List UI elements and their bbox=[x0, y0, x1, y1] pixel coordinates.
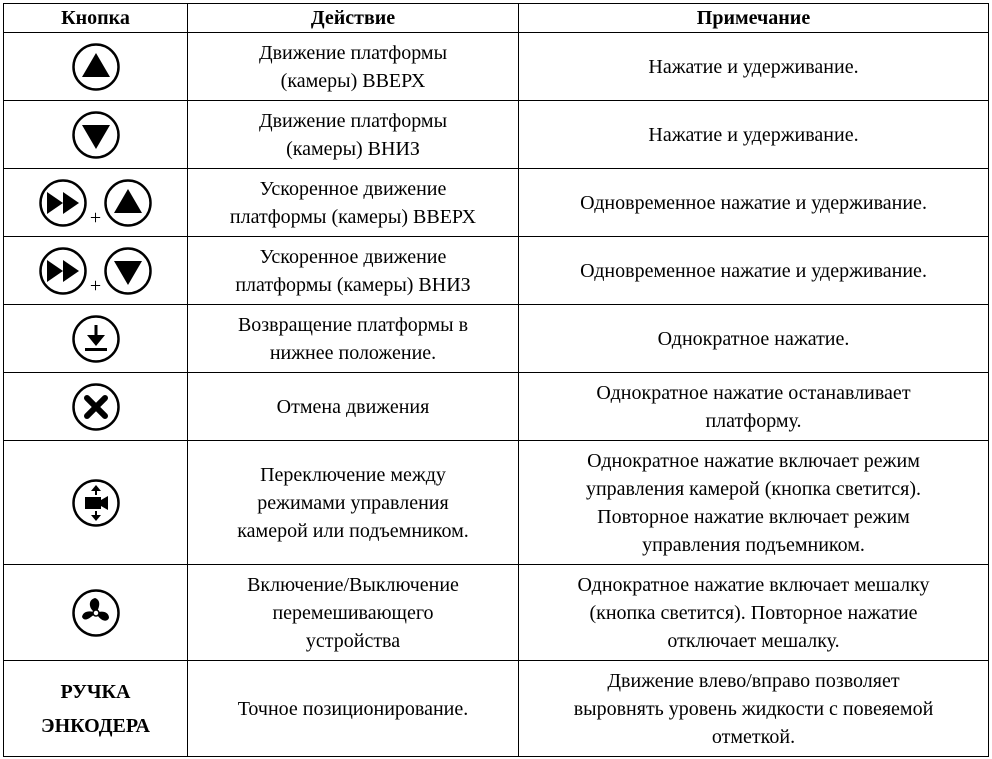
table-row bbox=[4, 33, 989, 101]
action-cell: Ускоренное движение платформы (камеры) ВВЕРХ bbox=[188, 169, 519, 237]
plus-sign: + bbox=[89, 206, 102, 229]
note-cell: Однократное нажатие. bbox=[519, 305, 989, 373]
plus-sign: + bbox=[89, 274, 102, 297]
note-cell: Движение влево/вправо позволяет выровнять уровень жидкости с повеяемой отметкой. bbox=[519, 661, 989, 757]
up-arrow-icon bbox=[71, 42, 121, 92]
note-cell: Одновременное нажатие и удерживание. bbox=[519, 169, 989, 237]
header-row bbox=[4, 4, 989, 33]
table-row bbox=[4, 661, 989, 757]
action-cell: Переключение между режимами управления камерой или подъемником. bbox=[188, 441, 519, 565]
controls-table bbox=[3, 3, 989, 757]
action-cell: Ускоренное движение платформы (камеры) ВНИЗ bbox=[188, 237, 519, 305]
button-cell bbox=[4, 101, 188, 169]
table-row bbox=[4, 441, 989, 565]
down-arrow-icon bbox=[103, 246, 153, 296]
note-cell: Однократное нажатие останавливает платформу. bbox=[519, 373, 989, 441]
button-cell bbox=[4, 33, 188, 101]
note-cell: Нажатие и удерживание. bbox=[519, 33, 989, 101]
button-cell bbox=[4, 373, 188, 441]
fast-forward-icon bbox=[38, 178, 88, 228]
action-cell: Движение платформы (камеры) ВНИЗ bbox=[188, 101, 519, 169]
up-arrow-icon bbox=[103, 178, 153, 228]
cancel-x-icon bbox=[71, 382, 121, 432]
table-row bbox=[4, 565, 989, 661]
down-arrow-icon bbox=[71, 110, 121, 160]
fan-stirrer-icon bbox=[71, 588, 121, 638]
note-cell: Однократное нажатие включает мешалку (кнопка светится). Повторное нажатие отключает мешалку. bbox=[519, 565, 989, 661]
action-cell: Возвращение платформы в нижнее положение. bbox=[188, 305, 519, 373]
action-cell: Движение платформы (камеры) ВВЕРХ bbox=[188, 33, 519, 101]
button-cell bbox=[4, 237, 188, 305]
note-cell: Одновременное нажатие и удерживание. bbox=[519, 237, 989, 305]
table-row bbox=[4, 305, 989, 373]
action-cell: Отмена движения bbox=[188, 373, 519, 441]
fast-forward-icon bbox=[38, 246, 88, 296]
action-cell: Точное позиционирование. bbox=[188, 661, 519, 757]
table-row bbox=[4, 373, 989, 441]
button-cell bbox=[4, 565, 188, 661]
table-row bbox=[4, 237, 989, 305]
button-cell bbox=[4, 169, 188, 237]
header-action: Действие bbox=[188, 4, 519, 33]
camera-switch-icon bbox=[71, 478, 121, 528]
home-bottom-icon bbox=[71, 314, 121, 364]
note-cell: Однократное нажатие включает режим управления камерой (кнопка светится). Повторное нажатие включает режим управления подъемником. bbox=[519, 441, 989, 565]
button-cell bbox=[4, 661, 188, 757]
button-cell bbox=[4, 305, 188, 373]
header-note: Примечание bbox=[519, 4, 989, 33]
note-cell: Нажатие и удерживание. bbox=[519, 101, 989, 169]
table-row bbox=[4, 101, 989, 169]
encoder-knob-label: РУЧКА ЭНКОДЕРА bbox=[41, 680, 150, 737]
table-row bbox=[4, 169, 989, 237]
header-button: Кнопка bbox=[4, 4, 188, 33]
action-cell: Включение/Выключение перемешивающего устройства bbox=[188, 565, 519, 661]
button-cell bbox=[4, 441, 188, 565]
